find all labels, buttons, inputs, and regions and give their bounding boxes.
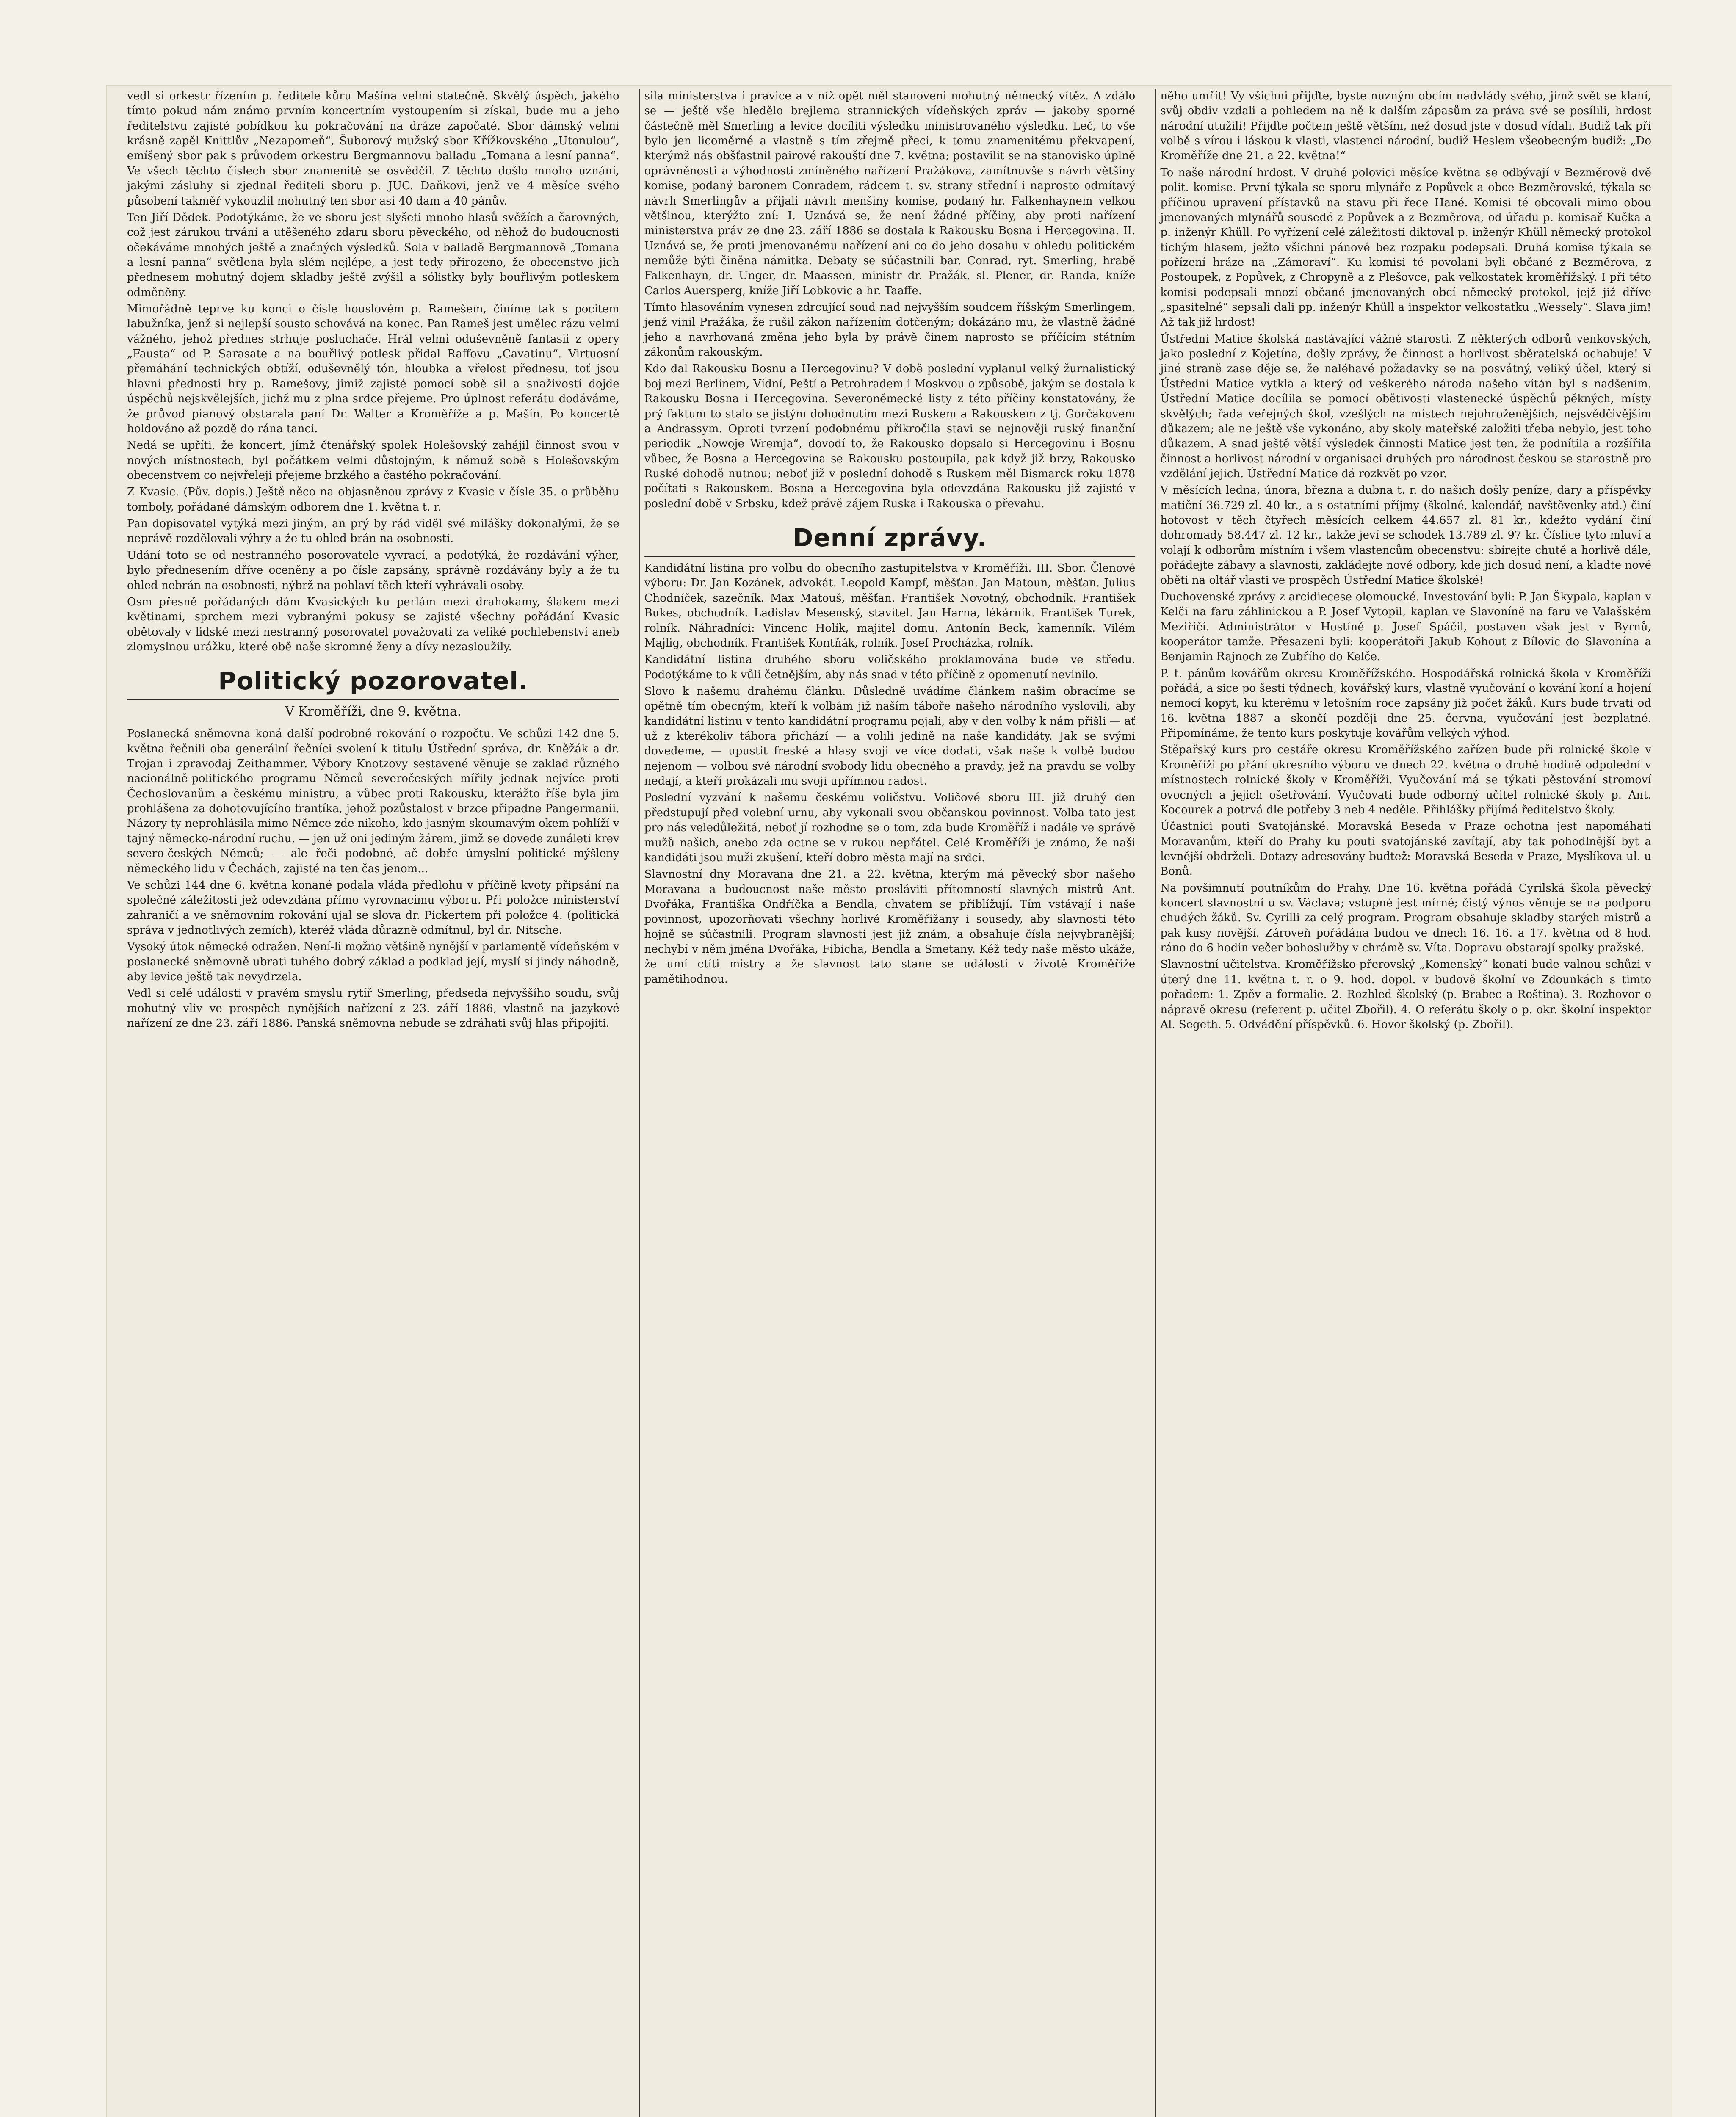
article-paragraph: Osm přesně pořádaných dám Kvasických ku perlám mezi drahokamy, šlakem mezi květinami, sprchem mezi vybranými pokusy se zajisté všechny pořádání Kvasic obětovaly v lidské mezi nestranný posorovatel považovati za veliké pochlebenství aneb zlomyslnou urážku, které obě naše skromné ženy a dívy nezasloužily.: [127, 595, 619, 653]
article-paragraph: Mimořádně teprve ku konci o čísle houslovém p. Ramešem, činíme tak s pocitem labužníka, jenž si nejlepší sousto schovává na konec. Pan Rameš jest umělec rázu velmi vážného, jehož přednes strhuje posluchače. Hrál velmi oduševněně fantasii z opery „Fausta“ od P. Sarasate a na bouřlivý potlesk přidal Raffovu „Cavatinu“. Virtuosní přemáhání technických obtíží, oduševnělý tón, hloubka a vřelost přednesu, toť jsou hlavní přednosti hry p. Ramešovy, jimiž zajisté pomocí sobě sil a snaživostí dojde úspěchů nejskvělejších, jichž mu z plna srdce přejeme. Pro úplnost referátu dodáváme, že průvod pianový obstarala paní Dr. Walter a Kroměříže a p. Mašín. Po koncertě holdováno až pozdě do rána tanci.: [127, 303, 619, 435]
three-column-layout: [123, 89, 1656, 2117]
article-paragraph: Z Kvasic. (Pův. dopis.) Ještě něco na objasněnou zprávy z Kvasic v čísle 35. o průběhu tomboly, pořádané dámským odborem dne 1. května t. r.: [127, 486, 619, 514]
article-paragraph: Poslanecká sněmovna koná další podrobné rokování o rozpočtu. Ve schůzi 142 dne 5. května řečnili oba generální řečníci svolení k titulu Ústřední správa, dr. Kněžák a dr. Trojan i zpravodaj Zeithammer. Výbory Knotzovy sestavené věnuje se zaklad různého nacionálně-politického programu Němců severočeských mířily jednak nejvíce proti Čechoslovanům a českému ministru, a vůbec proti Rakousku, kterážto říše byla jim prohlášena za dohotovujícího frantíka, jehož pozůstalost v brzce připadne Pangermanii. Názory ty neprohlásila mimo Němce zde nikoho, kdo jasným skoumavým okem pohlíží v tajný německo-národní ruchu, — jen už oni jediným žárem, jimž se dovede zunáleti krev severo-českých Němců; — ale řeči podobné, ač dobře úmyslní politické mýšleny německého lidu v Čechách, zajisté na ten čas jenom...: [127, 727, 619, 875]
article-paragraph: Účastníci pouti Svatojánské. Moravská Beseda v Praze ochotna jest napomáhati Moravanům, kteří do Prahy ku pouti svatojánské zavítají, aby tak pohodlnější byt a levnější obdrželi. Dotazy adresovány budtež: Moravská Beseda v Praze, Myslíkova ul. u Bonů.: [1160, 820, 1651, 878]
article-paragraph: Nedá se upříti, že koncert, jímž čtenářský spolek Holešovský zahájil činnost svou v nových místnostech, byl počátkem velmi důstojným, k němuž sobě s Holešovským obecenstvem co nejvřeleji přejeme brzkého a častého pokračování.: [127, 439, 619, 482]
article-paragraph: Poslední vyzvání k našemu českému voličstvu. Voličové sboru III. již druhý den předstupují před volební urnu, aby vykonali svou občanskou povinnost. Volba tato jest pro nás veledůležitá, neboť jí rozhodne se o tom, zda bude Kroměříž i nadále ve správě mužů našich, anebo zda octne se v rukou nepřátel. Celé Kroměříži je známo, že naši kandidáti jsou muži zkušení, kteří dobro města mají na srdci.: [644, 791, 1136, 864]
article-paragraph: Ten Jiří Dědek. Podotýkáme, že ve sboru jest slyšeti mnoho hlasů svěžích a čarovných, což jest zárukou trvání a utěšeného zdaru sboru pěveckého, od něhož do budoucnosti očekáváme mnohých ještě a značných výsledků. Sola v balladě Bergmannově „Tomana a lesní panna“ světlena byla slém nejlépe, a jest tedy přirozeno, že obecenstvo jich přednesem mohutný dojem skladby ještě zvýšil a sólistky byly bouřlivým potleskem odměněny.: [127, 211, 619, 299]
article-paragraph: Ústřední Matice školská nastávající vážné starosti. Z některých odborů venkovských, jako poslední z Kojetína, došly zprávy, že činnost a horlivost sběratelská ochabuje! V jiné straně zase děje se, že naléhavé požadavky se na posvátný, veliký účel, který si Ústřední Matice vytkla a který od veškerého národa našeho vítán byl s nadšením. Ústřední Matice docílila se pomocí obětivosti vlastenecké úspěchů pěkných, místy skvělých; řada veřejných škol, vzešlých na místech nejohroženějších, nejsvědčivějším důkazem; ale ne ještě vše vykonáno, aby skoly mateřské založiti třeba nebylo, jest toho důkazem. A snad ještě větší výsledek činnosti Matice jest ten, že podnítila a rozšířila činnost a horlivost národní v organisaci druhých pro národnost českou se starostně pro vzdělání jejich. Ústřední Matice dá rozkvět po vzor.: [1160, 332, 1651, 480]
column-right: [1155, 89, 1656, 2117]
column-left: [123, 89, 624, 2117]
section-title-daily-news: Denní zprávy.: [793, 523, 987, 553]
column2-bottom-text: [644, 561, 1136, 987]
article-paragraph: Stěpařský kurs pro cestáře okresu Kroměřížského zařízen bude při rolnické škole v Kroměříži po přání okresního výboru ve dnech 22. května o druhé hodině odpolední v místnostech rolnické školy v Kroměříži. Vyučování má se týkati pěstování stromoví ovocných a jejich ošetřování. Vyučovati bude odborný učitel rolnické školy p. Ant. Kocourek a potrvá dle potřeby 3 neb 4 neděle. Přihlášky přijímá ředitelstvo školy.: [1160, 743, 1651, 816]
column1-top-text: [127, 89, 619, 655]
article-paragraph: Na povšimnutí poutníkům do Prahy. Dne 16. května pořádá Cyrilská škola pěvecký koncert slavnostní u sv. Václava; vstupné jest mírné; čistý výnos věnuje se na podporu chudých žáků. Sv. Cyrilli za celý program. Program obsahuje skladby starých mistrů a pak kusy novější. Zároveň pořádána budou ve dnech 16. 16. a 17. května od 8 hod. ráno do 6 hodin večer bohoslužby v chrámě sv. Víta. Dopravu obstarají spolky pražské.: [1160, 882, 1651, 955]
section-divider: [644, 556, 1136, 557]
article-paragraph: V měsících ledna, února, března a dubna t. r. do našich došly peníze, dary a příspěvky matiční 36.729 zl. 40 kr., a s ostatními příjmy (školné, kalendář, navštěvenky atd.) činí hotovost v těch čtyřech měsících celkem 44.657 zl. 81 kr., kdežto vydání činí dohromady 58.447 zl. 12 kr., takže jeví se schodek 13.789 zl. 97 kr. Číslice tyto mluví a volají k odborům místním i všem vlastencům obecenstvu: sbírejte chutě a horlivě dále, pořádejte zábavy a slavnosti, zakládejte nové odbory, kde jich dosud není, a kladte nové oběti na oltář vlasti ve prospěch Ústřední Matice školské!: [1160, 484, 1651, 587]
article-paragraph: Vysoký útok německé odražen. Není-li možno většině nynější v parlamentě vídeňském v poslanecké sněmovně ubrati tuhého dobrý základ a podklad její, myslí si jindy náhodně, aby levice ještě tak nevydrzela.: [127, 940, 619, 984]
newspaper-page: [106, 85, 1672, 2117]
dateline: V Kroměříži, dne 9. května.: [285, 704, 462, 719]
article-paragraph: Ve schůzi 144 dne 6. května konané podala vláda předlohu v příčině kvoty připsání na společné záležitosti jež odevzdána přímo vyrovnacímu výboru. Při položce ministerství zahraničí a ve sněmovním rokování ujal se slova dr. Pickertem při položce 4. (politická správa v jednotlivých zemích), kteréž vláda důrazně odmítnul, byl dr. Nitsche.: [127, 879, 619, 937]
article-paragraph: P. t. pánům kovářům okresu Kroměřížského. Hospodářská rolnická škola v Kroměříži pořádá, a sice po šesti týdnech, kovářský kurs, vlastně vyučování o kování koní a hojení nemocí kopyt, ku kterému v letošním roce zapsány již počet žáků. Kurs bude trvati od 16. května 1887 a skončí později dne 25. června, vyučování jest bezplatné. Připomínáme, že tento kurs poskytuje kovářům velkých výhod.: [1160, 667, 1651, 740]
column1-bottom-text: [127, 727, 619, 1031]
section-title-political: Politický pozorovatel.: [218, 666, 528, 696]
article-paragraph: Kandidátní listina druhého sboru voličského proklamována bude ve středu. Podotýkáme to k vůli četnějším, aby nás snad v této příčině z opomenutí nevinilo.: [644, 653, 1136, 681]
article-paragraph: Slovo k našemu drahému článku. Důsledně uvádíme článkem našim obracíme se opětně tím obecným, kteří k volbám již naším táboře našeho národního vyslovili, aby kandidátní listinu v tento kandidátní programu pojali, aby v den volby k nám přišli — ať už z kterékoliv tábora přichází — a volili jedině na naše kandidáty. Jak se svými dovedeme, — upustit freské a hlasy svoji ve více dodati, však naše k volbě budou nejenom — volbou své národní svobody lidu obecného a pravdy, jež na pravdu se volby nedají, a kteří prokázali mu svoji upřímnou radost.: [644, 685, 1136, 788]
column2-top-text: [644, 89, 1136, 511]
article-paragraph: Udání toto se od nestranného posorovatele vyvrací, a podotýká, že rozdávání výher, bylo přednesením dříve oceněny a po čísle zapsány, správně rozdávány byly a že tu ohled nebrán na osobnosti, nýbrž na pohlaví těch kteří vyhrávali osoby.: [127, 549, 619, 592]
article-paragraph: něho umřít! Vy všichni přijďte, byste nuzným obcím nadvlády svého, jímž svět se klaní, svůj obdiv vzdali a pohledem na ně k dalším zápasům za práva své se posílili, hrdost národní utužili! Přijďte počtem ještě větším, než dosud jste v dosud vídali. Budiž tak při volbě s vírou i láskou k vlasti, vlastenci národní, budiž Heslem všeobecným budiž: „Do Kroměříže dne 21. a 22. května!“: [1160, 90, 1651, 163]
article-paragraph: sila ministerstva i pravice a v níž opět měl stanoveni mohutný německý vítěz. A zdálo se — ještě vše hledělo brejlema strannických vídeňských zpráv — jakoby sporné částečně měl Smerling a levice docíliti výsledku ministrovaného výsledku. Leč, to vše bylo jen licoměrné a vlastně s tím zřejmě přeci, k tomu znamenitému překvapení, kterýmž nás obšťastnil pairové rakouští dne 7. května; postavilit se na stanovisko úplně oprávněnosti a výhodnosti zmíněného nařízení Pražákova, zamítnuvše s návrh většiny komise, podaný baronem Conradem, rádcem t. sv. strany střední i naprosto odmítavý návrh Smerlingův a přijali návrh menšiny komise, podaný hr. Falkenhaynem velkou většinou, kterýžto zní: I. Uznává se, že není žádné příčiny, aby proti nařízení ministerstva práv ze dne 23. září 1886 se dostala k Rakousku Bosna i Hercegovina. II. Uznává se, že proti jmenovanému nařízení ani co do jeho dosahu v ohledu politickém nemůže býti činěna námitka. Debaty se súčastnili bar. Conrad, ryt. Smerling, hrabě Falkenhayn, dr. Unger, dr. Maassen, ministr dr. Pražák, sl. Plener, dr. Randa, kníže Carlos Auersperg, kníže Jiří Lobkovic a hr. Taaffe.: [644, 90, 1136, 297]
article-paragraph: Pan dopisovatel vytýká mezi jiným, an prý by rád viděl své milášky dokonalými, že se neprávě rozdělovali výhry a že tu ohled brán na osobnosti.: [127, 517, 619, 545]
article-paragraph: Tímto hlasováním vynesen zdrcující soud nad nejvyšším soudcem říšským Smerlingem, jenž vinil Pražáka, že rušil zákon nařízením dotčeným; dokázáno mu, že vlastně žádné jeho a navrhovaná změna jeho byla by právě činem naprosto se příčícím státním zákonům rakouským.: [644, 301, 1136, 359]
article-paragraph: vedl si orkestr řízením p. ředitele kůru Mašína velmi statečně. Skvělý úspěch, jakého tímto pokud nám známo prvním koncertním vystoupením si získal, bude mu a jeho ředitelstvu zajisté pobídkou ku pokračování na dráze započaté. Sbor dámský velmi krásně zapěl Knittlův „Nezapomeň“, Šuborový mužský sbor Křížkovského „Utonulou“, emíšený sbor pak s průvodem orkestru Bergmannovu balladu „Tomana a lesní panna“. Ve všech těchto číslech sbor znamenitě se osvědčil. Z těchto došlo mnoho uznání, jakými zásluhy si zjednal řediteli sboru p. JUC. Daňkovi, jenž ve 4 měsíce svého působení takměř vykouzlil mohutný ten sbor asi 40 dam a 40 pánův.: [127, 90, 619, 207]
article-paragraph: Vedl si celé události v pravém smyslu rytíř Smerling, předseda nejvyššího soudu, svůj mohutný vliv ve prospěch nynějších nařízení z 23. září 1886, vlastně na jazykové nařízení ze dne 23. září 1886. Panská sněmovna nebude se zdráhati svůj hlas připojiti.: [127, 987, 619, 1030]
article-paragraph: Slavnostní učitelstva. Kroměřížsko-přerovský „Komenský“ konati bude valnou schůzi v úterý dne 11. května t. r. o 9. hod. dopol. v budově školní ve Zdounkách s timto pořadem: 1. Zpěv a formalie. 2. Rozhled školský (p. Brabec a Roština). 3. Rozhovor o nápravě okresu (referent p. učitel Zbořil). 4. O referátu školy o p. okr. školní inspektor Al. Segeth. 5. Odvádění příspěvků. 6. Hovor školský (p. Zbořil).: [1160, 958, 1651, 1031]
article-paragraph: To naše národní hrdost. V druhé polovici měsíce května se odbývají v Bezměrově dvě polit. komise. První týkala se sporu mlynáře z Popůvek a obce Bezměrovské, týkala se příčinou upravení přístavků na stavu při řece Hané. Komisi té obcovali mimo obou jmenovaných mlynářů sousedé z Popůvek a z Bezměrova, od úřadu p. komisař Kučka a p. inženýr Khüll. Po vyřízení celé záležitosti diktoval p. inženýr Khüll německý protokol tichým hlasem, ježto všichni pánové bez rozpaku podepsali. Druhá komise týkala se pořízení hráze na „Zámoraví“. Ku komisi té povolani byli občané z Bezměrova, z Postoupek, z Popůvek, z Chropyně a z Plešovce, pak velkostatek kroměřížský. I při této komisi podepsali mnozí občané jmenovaných obcí německý protokol, jejž již dříve „spasitelné“ sepsali dali pp. inženýr Khüll a inspektor velkostatku „Wessely“. Slava jim! Až tak již hrdost!: [1160, 166, 1651, 329]
article-paragraph: Kandidátní listina pro volbu do obecního zastupitelstva v Kroměříži. III. Sbor. Členové výboru: Dr. Jan Kozánek, advokát. Leopold Kampf, měšťan. Jan Matoun, měšťan. Julius Chodníček, sazečník. Max Matouš, měšťan. František Novotný, obchodník. František Bukes, obchodník. Ladislav Mesenský, stavitel. Jan Harna, lékárník. František Turek, rolník. Náhradníci: Vincenc Holík, majitel domu. Antonín Beck, kamenník. Vilém Majlig, obchodník. František Kontňák, rolník. Josef Procházka, rolník.: [644, 562, 1136, 649]
column-middle: [639, 89, 1140, 2117]
section-divider: [127, 699, 619, 700]
article-paragraph: Kdo dal Rakousku Bosnu a Hercegovinu? V době poslední vyplanul velký žurnalistický boj mezi Berlínem, Vídní, Peští a Petrohradem i Moskvou o způsobě, jakým se dostala k Rakousku Bosna i Hercegovina. Severoněmecké listy z této příčiny konstatovány, že prý faktum to stalo se jistým dohodnutím mezi Ruskem a Rakouskem z tj. Gorčakovem a Andrassym. Oproti tvrzení podobnému přikročila stavi se nejnověji ruský finanční periodik „Nowoje Wremja“, dovodí to, že Rakousko dopsalo si Hercegovinu i Bosnu vůbec, že Bosna a Hercegovina se Rakousku postoupila, pak když již brzy, Rakousko Ruské dohodě nutnou; neboť již v poslední dohodě s Ruskem měl Bismarck roku 1878 počítati s Rakouskem. Bosna a Hercegovina byla odevzdána Rakousku již zajisté v poslední době v Srbsku, kdež právě zájem Ruska i Rakouska o převahu.: [644, 362, 1136, 510]
article-paragraph: Duchovenské zprávy z arcidiecese olomoucké. Investování byli: P. Jan Škypala, kaplan v Kelči na faru záhlinickou a P. Josef Vytopil, kaplan ve Slavoníně na faru ve Valašském Meziříčí. Administrátor v Hostíně p. Josef Spáčil, postaven však jest v Byrnů, kooperátor tamže. Přesazeni byli: kooperátoři Jakub Kohout z Bílovic do Slavonína a Benjamin Rajnoch ze Zubřího do Kelče.: [1160, 590, 1651, 663]
article-paragraph: Slavnostní dny Moravana dne 21. a 22. května, kterým má pěvecký sbor našeho Moravana a budoucnost naše město prosláviti přítomností slavných mistrů Ant. Dvořáka, Františka Ondříčka a Bendla, chvatem se přiblížují. Tím vstávají i naše povinnost, upozorňovati všechny horlivé Kroměřížany i sousedy, aby slavnosti této hojně se súčastnili. Program slavnosti jest již znám, a obsahuje čísla nejvybranější; nechybí v něm jména Dvořáka, Fibicha, Bendla a Smetany. Kéž tedy naše město ukáže, že umí ctíti mistry a že slavnost tato stane se událostí v životě Kroměříže pamětihodnou.: [644, 868, 1136, 986]
